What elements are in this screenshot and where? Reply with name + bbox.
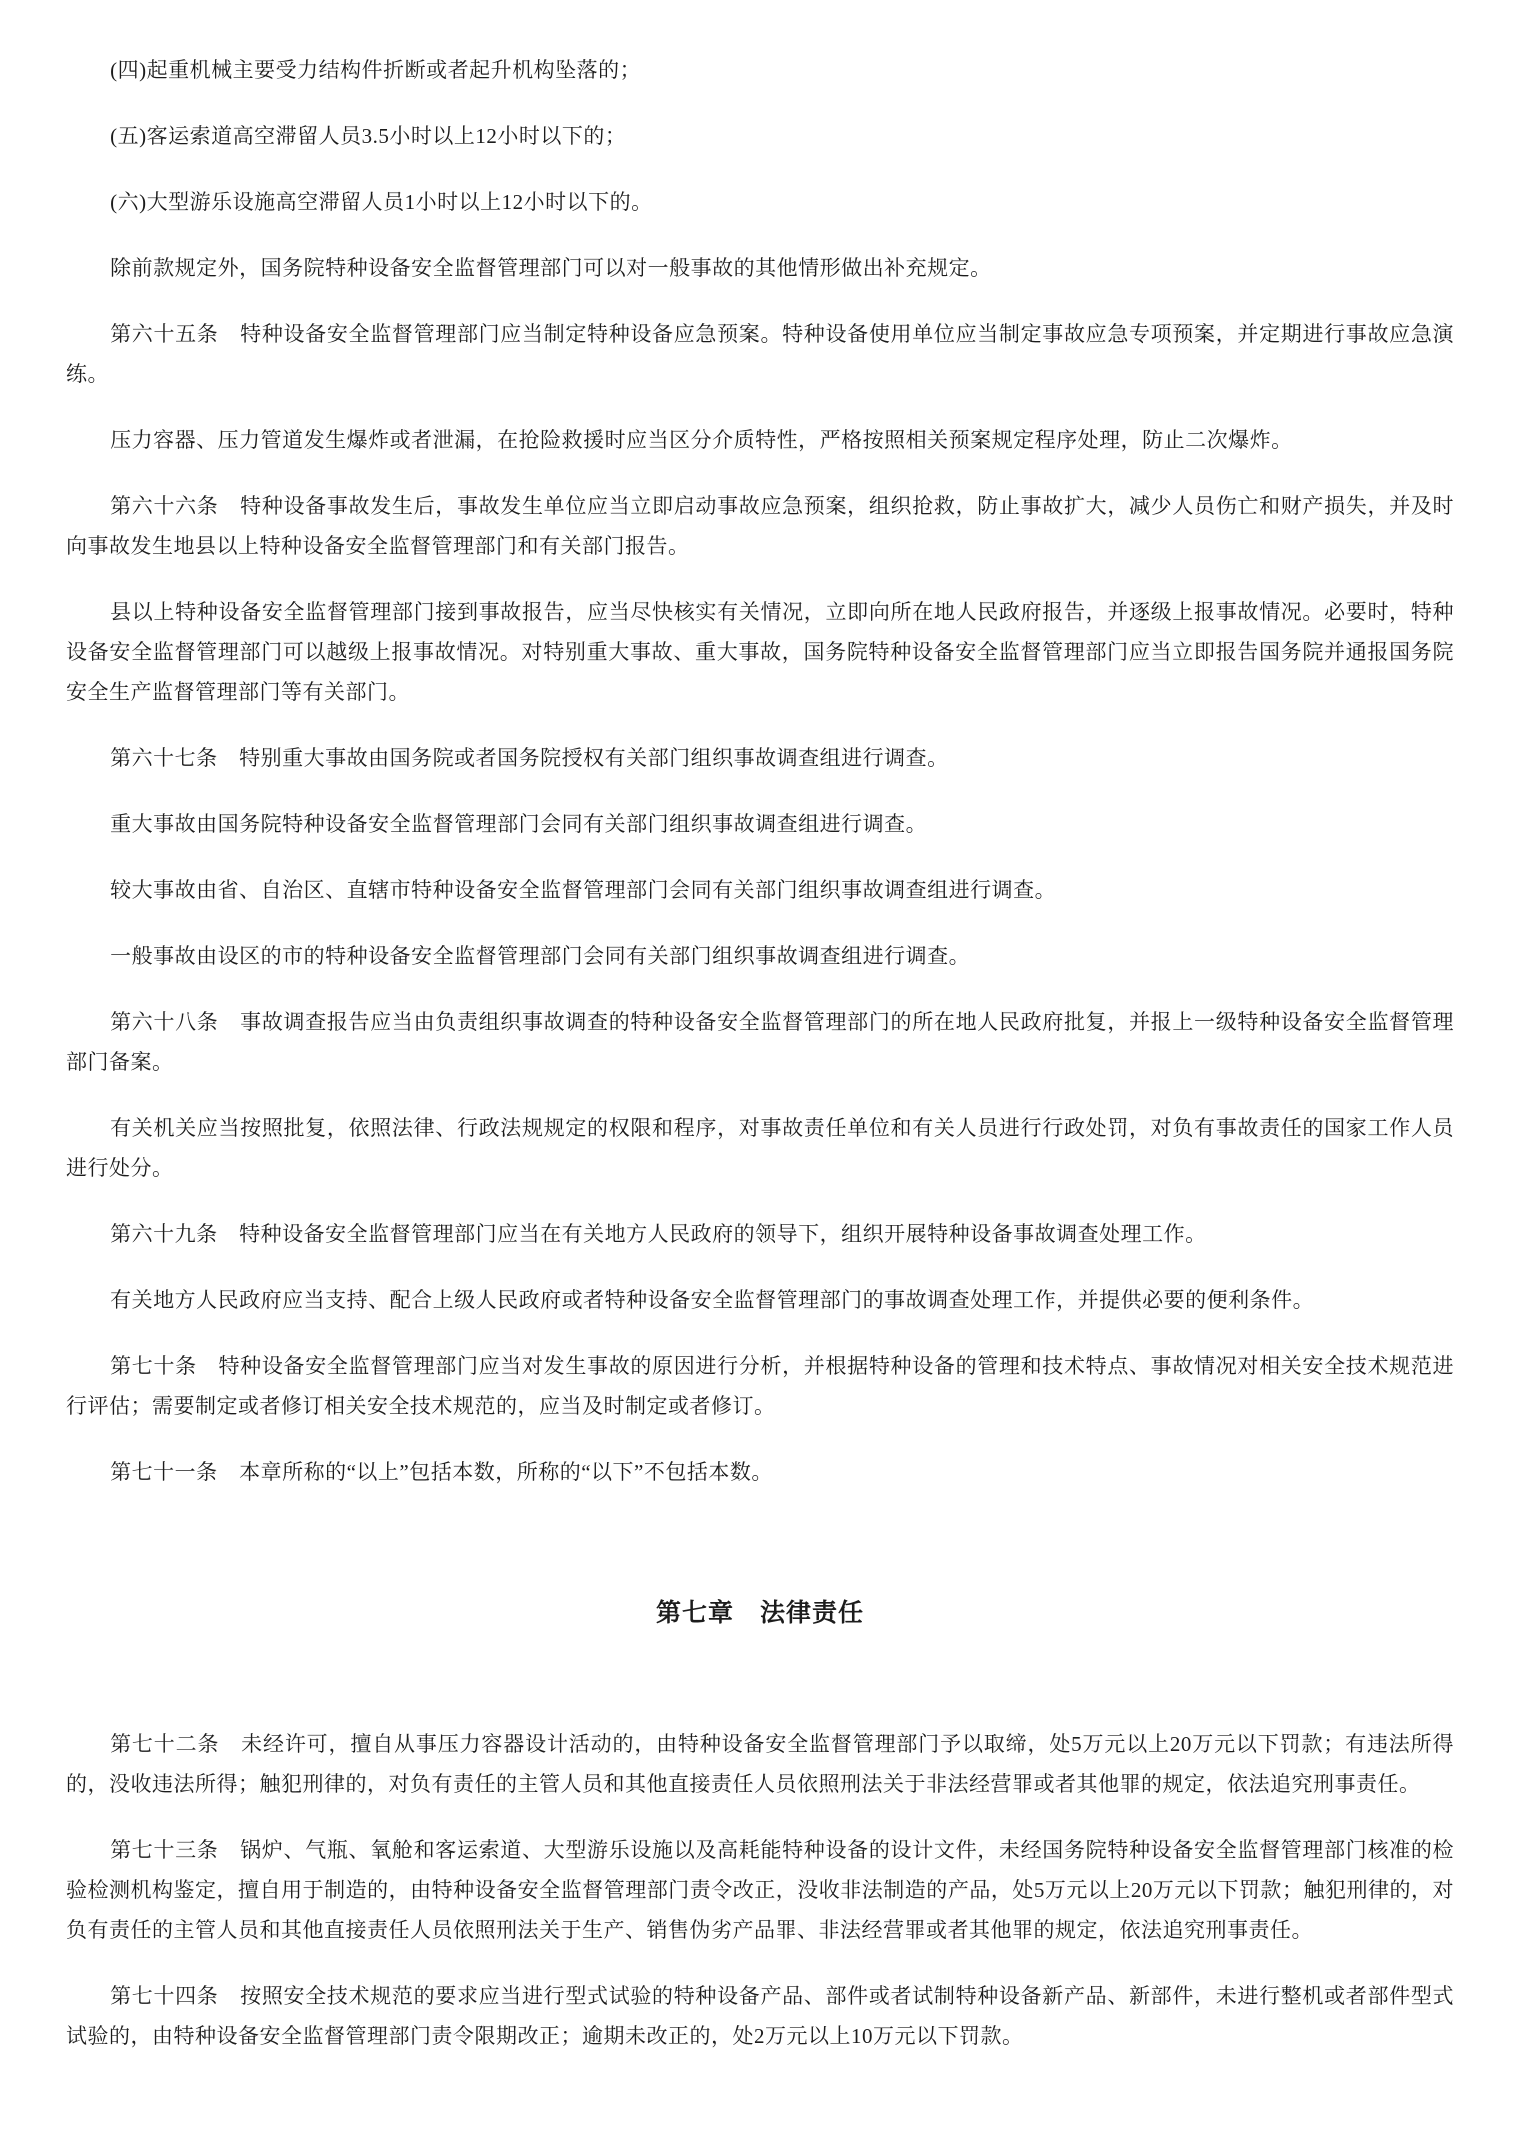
paragraph: 第七十条 特种设备安全监督管理部门应当对发生事故的原因进行分析，并根据特种设备的管理和技术特点、事故情况对相关安全技术规范进行评估；需要制定或者修订相关安全技术规范的，应当及时制定或者修订。	[66, 1354, 1454, 1418]
paragraph: 较大事故由省、自治区、直辖市特种设备安全监督管理部门会同有关部门组织事故调查组进行调查。	[110, 878, 1057, 902]
paragraph: 第六十六条 特种设备事故发生后，事故发生单位应当立即启动事故应急预案，组织抢救，防止事故扩大，减少人员伤亡和财产损失，并及时向事故发生地县以上特种设备安全监督管理部门和有关部门报告。	[66, 494, 1454, 558]
paragraph: 压力容器、压力管道发生爆炸或者泄漏，在抢险救援时应当区分介质特性，严格按照相关预案规定程序处理，防止二次爆炸。	[110, 428, 1293, 452]
document-body	[66, 50, 1454, 2056]
paragraph: (四)起重机械主要受力结构件折断或者起升机构坠落的；	[110, 58, 642, 82]
chapter-heading: 第七章 法律责任	[655, 1600, 864, 1627]
paragraph: 一般事故由设区的市的特种设备安全监督管理部门会同有关部门组织事故调查组进行调查。	[110, 944, 971, 968]
paragraph: 有关地方人民政府应当支持、配合上级人民政府或者特种设备安全监督管理部门的事故调查处理工作，并提供必要的便利条件。	[110, 1288, 1315, 1312]
paragraph: 重大事故由国务院特种设备安全监督管理部门会同有关部门组织事故调查组进行调查。	[110, 812, 928, 836]
paragraph: 第七十四条 按照安全技术规范的要求应当进行型式试验的特种设备产品、部件或者试制特种设备新产品、新部件，未进行整机或者部件型式试验的，由特种设备安全监督管理部门责令限期改正；逾期未改正的，处2万元以上10万元以下罚款。	[66, 1984, 1454, 2048]
paragraph: 第六十七条 特别重大事故由国务院或者国务院授权有关部门组织事故调查组进行调查。	[110, 746, 949, 770]
paragraph: (五)客运索道高空滞留人员3.5小时以上12小时以下的；	[110, 124, 627, 148]
paragraph: 县以上特种设备安全监督管理部门接到事故报告，应当尽快核实有关情况，立即向所在地人民政府报告，并逐级上报事故情况。必要时，特种设备安全监督管理部门可以越级上报事故情况。对特别重大事故、重大事故，国务院特种设备安全监督管理部门应当立即报告国务院并通报国务院安全生产监督管理部门等有关部门。	[66, 600, 1454, 704]
paragraph: 有关机关应当按照批复，依照法律、行政法规规定的权限和程序，对事故责任单位和有关人员进行行政处罚，对负有事故责任的国家工作人员进行处分。	[66, 1116, 1454, 1180]
paragraph: 第六十九条 特种设备安全监督管理部门应当在有关地方人民政府的领导下，组织开展特种设备事故调查处理工作。	[110, 1222, 1207, 1246]
paragraph: 第七十二条 未经许可，擅自从事压力容器设计活动的，由特种设备安全监督管理部门予以取缔，处5万元以上20万元以下罚款；有违法所得的，没收违法所得；触犯刑律的，对负有责任的主管人员和其他直接责任人员依照刑法关于非法经营罪或者其他罪的规定，依法追究刑事责任。	[66, 1732, 1454, 1796]
paragraph: (六)大型游乐设施高空滞留人员1小时以上12小时以下的。	[110, 190, 653, 214]
paragraph: 第七十三条 锅炉、气瓶、氧舱和客运索道、大型游乐设施以及高耗能特种设备的设计文件，未经国务院特种设备安全监督管理部门核准的检验检测机构鉴定，擅自用于制造的，由特种设备安全监督管理部门责令改正，没收非法制造的产品，处5万元以上20万元以下罚款；触犯刑律的，对负有责任的主管人员和其他直接责任人员依照刑法关于生产、销售伪劣产品罪、非法经营罪或者其他罪的规定，依法追究刑事责任。	[66, 1838, 1454, 1942]
paragraph: 第七十一条 本章所称的“以上”包括本数，所称的“以下”不包括本数。	[110, 1460, 773, 1484]
paragraph: 除前款规定外，国务院特种设备安全监督管理部门可以对一般事故的其他情形做出补充规定。	[110, 256, 992, 280]
paragraph: 第六十八条 事故调查报告应当由负责组织事故调查的特种设备安全监督管理部门的所在地人民政府批复，并报上一级特种设备安全监督管理部门备案。	[66, 1010, 1454, 1074]
paragraph: 第六十五条 特种设备安全监督管理部门应当制定特种设备应急预案。特种设备使用单位应当制定事故应急专项预案，并定期进行事故应急演练。	[66, 322, 1454, 386]
